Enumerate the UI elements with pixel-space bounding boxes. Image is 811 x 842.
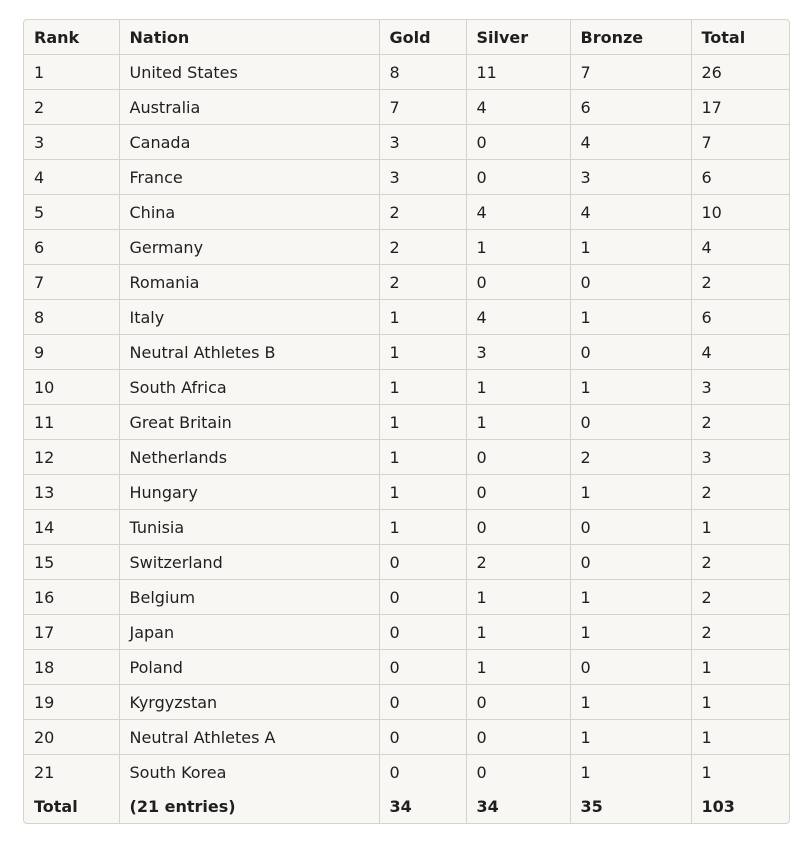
silver-cell: 2 bbox=[466, 545, 570, 580]
total-silver: 34 bbox=[466, 789, 570, 823]
nation-cell: Tunisia bbox=[119, 510, 379, 545]
total-cell: 2 bbox=[691, 615, 789, 650]
rank-cell: 20 bbox=[24, 720, 119, 755]
header-bronze: Bronze bbox=[570, 20, 691, 55]
bronze-cell: 0 bbox=[570, 545, 691, 580]
table-row bbox=[24, 300, 789, 335]
gold-cell: 7 bbox=[379, 90, 466, 125]
table-row bbox=[24, 335, 789, 370]
bronze-cell: 1 bbox=[570, 615, 691, 650]
silver-cell: 4 bbox=[466, 300, 570, 335]
silver-cell: 11 bbox=[466, 55, 570, 90]
nation-cell: Australia bbox=[119, 90, 379, 125]
total-gold: 34 bbox=[379, 789, 466, 823]
rank-cell: 16 bbox=[24, 580, 119, 615]
bronze-cell: 1 bbox=[570, 720, 691, 755]
bronze-cell: 4 bbox=[570, 195, 691, 230]
gold-cell: 0 bbox=[379, 650, 466, 685]
nation-cell: Great Britain bbox=[119, 405, 379, 440]
gold-cell: 0 bbox=[379, 755, 466, 790]
total-cell: 1 bbox=[701, 762, 712, 782]
gold-cell: 3 bbox=[379, 125, 466, 160]
total-cell: 1 bbox=[691, 720, 789, 755]
silver-cell: 1 bbox=[466, 615, 570, 650]
total-cell: 7 bbox=[691, 125, 789, 160]
silver-cell: 0 bbox=[466, 475, 570, 510]
rank-cell: 12 bbox=[24, 440, 119, 475]
bronze-cell: 0 bbox=[570, 335, 691, 370]
bronze-cell: 2 bbox=[570, 440, 691, 475]
nation-cell: United States bbox=[119, 55, 379, 90]
total-cell: 4 bbox=[691, 335, 789, 370]
bronze-cell: 0 bbox=[570, 650, 691, 685]
total-cell: 6 bbox=[691, 300, 789, 335]
rank-cell: 1 bbox=[24, 55, 119, 90]
bronze-cell: 6 bbox=[570, 90, 691, 125]
gold-cell: 0 bbox=[379, 545, 466, 580]
table-row bbox=[24, 160, 789, 195]
nation-cell: Hungary bbox=[119, 475, 379, 510]
total-cell: 2 bbox=[691, 545, 789, 580]
table-row bbox=[24, 755, 789, 790]
gold-cell: 0 bbox=[379, 720, 466, 755]
table-row bbox=[24, 475, 789, 510]
bronze-cell: 1 bbox=[570, 475, 691, 510]
silver-cell: 4 bbox=[466, 90, 570, 125]
nation-cell: Belgium bbox=[119, 580, 379, 615]
table-row bbox=[24, 125, 789, 160]
silver-cell: 0 bbox=[466, 685, 570, 720]
silver-cell: 1 bbox=[466, 230, 570, 265]
silver-cell: 0 bbox=[466, 265, 570, 300]
total-label: Total bbox=[24, 789, 119, 823]
rank-cell: 4 bbox=[24, 160, 119, 195]
gold-cell: 1 bbox=[379, 405, 466, 440]
nation-cell: South Africa bbox=[119, 370, 379, 405]
bronze-cell: 0 bbox=[570, 405, 691, 440]
total-cell: 26 bbox=[691, 55, 789, 90]
total-bronze: 35 bbox=[570, 789, 691, 823]
nation-cell: Poland bbox=[119, 650, 379, 685]
rank-cell: 2 bbox=[24, 90, 119, 125]
gold-cell: 2 bbox=[379, 230, 466, 265]
gold-cell: 1 bbox=[379, 300, 466, 335]
gold-cell: 1 bbox=[379, 440, 466, 475]
header-total: Total bbox=[691, 20, 789, 55]
nation-cell: Japan bbox=[119, 615, 379, 650]
total-cell: 1 bbox=[691, 685, 789, 720]
total-cell: 2 bbox=[691, 475, 789, 510]
bronze-cell: 0 bbox=[570, 265, 691, 300]
silver-cell: 1 bbox=[466, 580, 570, 615]
total-cell: 2 bbox=[691, 265, 789, 300]
nation-cell: Kyrgyzstan bbox=[119, 685, 379, 720]
rank-cell: 21 bbox=[24, 755, 119, 790]
bronze-cell: 1 bbox=[570, 370, 691, 405]
rank-cell: 7 bbox=[24, 265, 119, 300]
gold-cell: 1 bbox=[379, 335, 466, 370]
rank-cell: 17 bbox=[24, 615, 119, 650]
table-row bbox=[24, 615, 789, 650]
table-row bbox=[24, 685, 789, 720]
header-nation: Nation bbox=[119, 20, 379, 55]
bronze-cell: 1 bbox=[570, 300, 691, 335]
rank-cell: 6 bbox=[24, 230, 119, 265]
nation-cell: Germany bbox=[119, 230, 379, 265]
bronze-cell: 4 bbox=[570, 125, 691, 160]
rank-cell: 15 bbox=[24, 545, 119, 580]
silver-cell: 1 bbox=[466, 650, 570, 685]
gold-cell: 2 bbox=[379, 195, 466, 230]
nation-cell: Canada bbox=[119, 125, 379, 160]
total-cell: 2 bbox=[691, 580, 789, 615]
nation-cell: Italy bbox=[119, 300, 379, 335]
table-row bbox=[24, 370, 789, 405]
rank-cell: 10 bbox=[24, 370, 119, 405]
bronze-cell: 1 bbox=[570, 230, 691, 265]
rank-cell: 9 bbox=[24, 335, 119, 370]
rank-cell: 18 bbox=[24, 650, 119, 685]
header-row bbox=[24, 20, 789, 55]
silver-cell: 1 bbox=[466, 370, 570, 405]
total-cell: 6 bbox=[691, 160, 789, 195]
total-cell: 1 bbox=[691, 510, 789, 545]
table-row bbox=[24, 55, 789, 90]
gold-cell: 1 bbox=[379, 510, 466, 545]
silver-cell: 0 bbox=[466, 755, 570, 790]
bronze-cell: 0 bbox=[570, 510, 691, 545]
silver-cell: 0 bbox=[466, 720, 570, 755]
total-cell: 3 bbox=[691, 370, 789, 405]
header-gold: Gold bbox=[379, 20, 466, 55]
bronze-cell: 1 bbox=[570, 685, 691, 720]
gold-cell: 2 bbox=[379, 265, 466, 300]
total-cell: 3 bbox=[691, 440, 789, 475]
nation-cell: Netherlands bbox=[119, 440, 379, 475]
nation-cell: Romania bbox=[119, 265, 379, 300]
header-silver: Silver bbox=[466, 20, 570, 55]
bronze-cell: 3 bbox=[570, 160, 691, 195]
nation-cell: Switzerland bbox=[119, 545, 379, 580]
gold-cell: 1 bbox=[379, 475, 466, 510]
total-row bbox=[24, 789, 789, 823]
gold-cell: 0 bbox=[379, 685, 466, 720]
gold-cell: 1 bbox=[379, 370, 466, 405]
total-cell: 2 bbox=[691, 405, 789, 440]
silver-cell: 1 bbox=[466, 405, 570, 440]
total-total: 103 bbox=[701, 796, 735, 816]
table-row bbox=[24, 195, 789, 230]
silver-cell: 0 bbox=[466, 125, 570, 160]
rank-cell: 5 bbox=[24, 195, 119, 230]
total-cell: 1 bbox=[691, 650, 789, 685]
rank-cell: 13 bbox=[24, 475, 119, 510]
rank-cell: 19 bbox=[24, 685, 119, 720]
table-row bbox=[24, 720, 789, 755]
nation-cell: France bbox=[119, 160, 379, 195]
table-row bbox=[24, 545, 789, 580]
rank-cell: 11 bbox=[24, 405, 119, 440]
silver-cell: 3 bbox=[466, 335, 570, 370]
bronze-cell: 1 bbox=[570, 580, 691, 615]
silver-cell: 0 bbox=[466, 510, 570, 545]
bronze-cell: 1 bbox=[570, 755, 691, 790]
gold-cell: 0 bbox=[379, 615, 466, 650]
table-row bbox=[24, 650, 789, 685]
table-row bbox=[24, 510, 789, 545]
table-row bbox=[24, 405, 789, 440]
gold-cell: 0 bbox=[379, 580, 466, 615]
bronze-cell: 7 bbox=[570, 55, 691, 90]
gold-cell: 8 bbox=[379, 55, 466, 90]
rank-cell: 14 bbox=[24, 510, 119, 545]
table-row bbox=[24, 90, 789, 125]
header-rank: Rank bbox=[24, 20, 119, 55]
total-cell: 4 bbox=[691, 230, 789, 265]
nation-cell: China bbox=[119, 195, 379, 230]
nation-cell: Neutral Athletes A bbox=[119, 720, 379, 755]
gold-cell: 3 bbox=[379, 160, 466, 195]
rank-cell: 8 bbox=[24, 300, 119, 335]
table-row bbox=[24, 265, 789, 300]
silver-cell: 0 bbox=[466, 160, 570, 195]
medal-table bbox=[24, 20, 789, 823]
total-entries: (21 entries) bbox=[119, 789, 379, 823]
silver-cell: 0 bbox=[466, 440, 570, 475]
table-row bbox=[24, 440, 789, 475]
medal-table-container bbox=[23, 19, 790, 824]
nation-cell: South Korea bbox=[119, 755, 379, 790]
total-cell: 10 bbox=[691, 195, 789, 230]
total-cell: 17 bbox=[691, 90, 789, 125]
table-row bbox=[24, 580, 789, 615]
silver-cell: 4 bbox=[466, 195, 570, 230]
nation-cell: Neutral Athletes B bbox=[119, 335, 379, 370]
rank-cell: 3 bbox=[24, 125, 119, 160]
table-row bbox=[24, 230, 789, 265]
